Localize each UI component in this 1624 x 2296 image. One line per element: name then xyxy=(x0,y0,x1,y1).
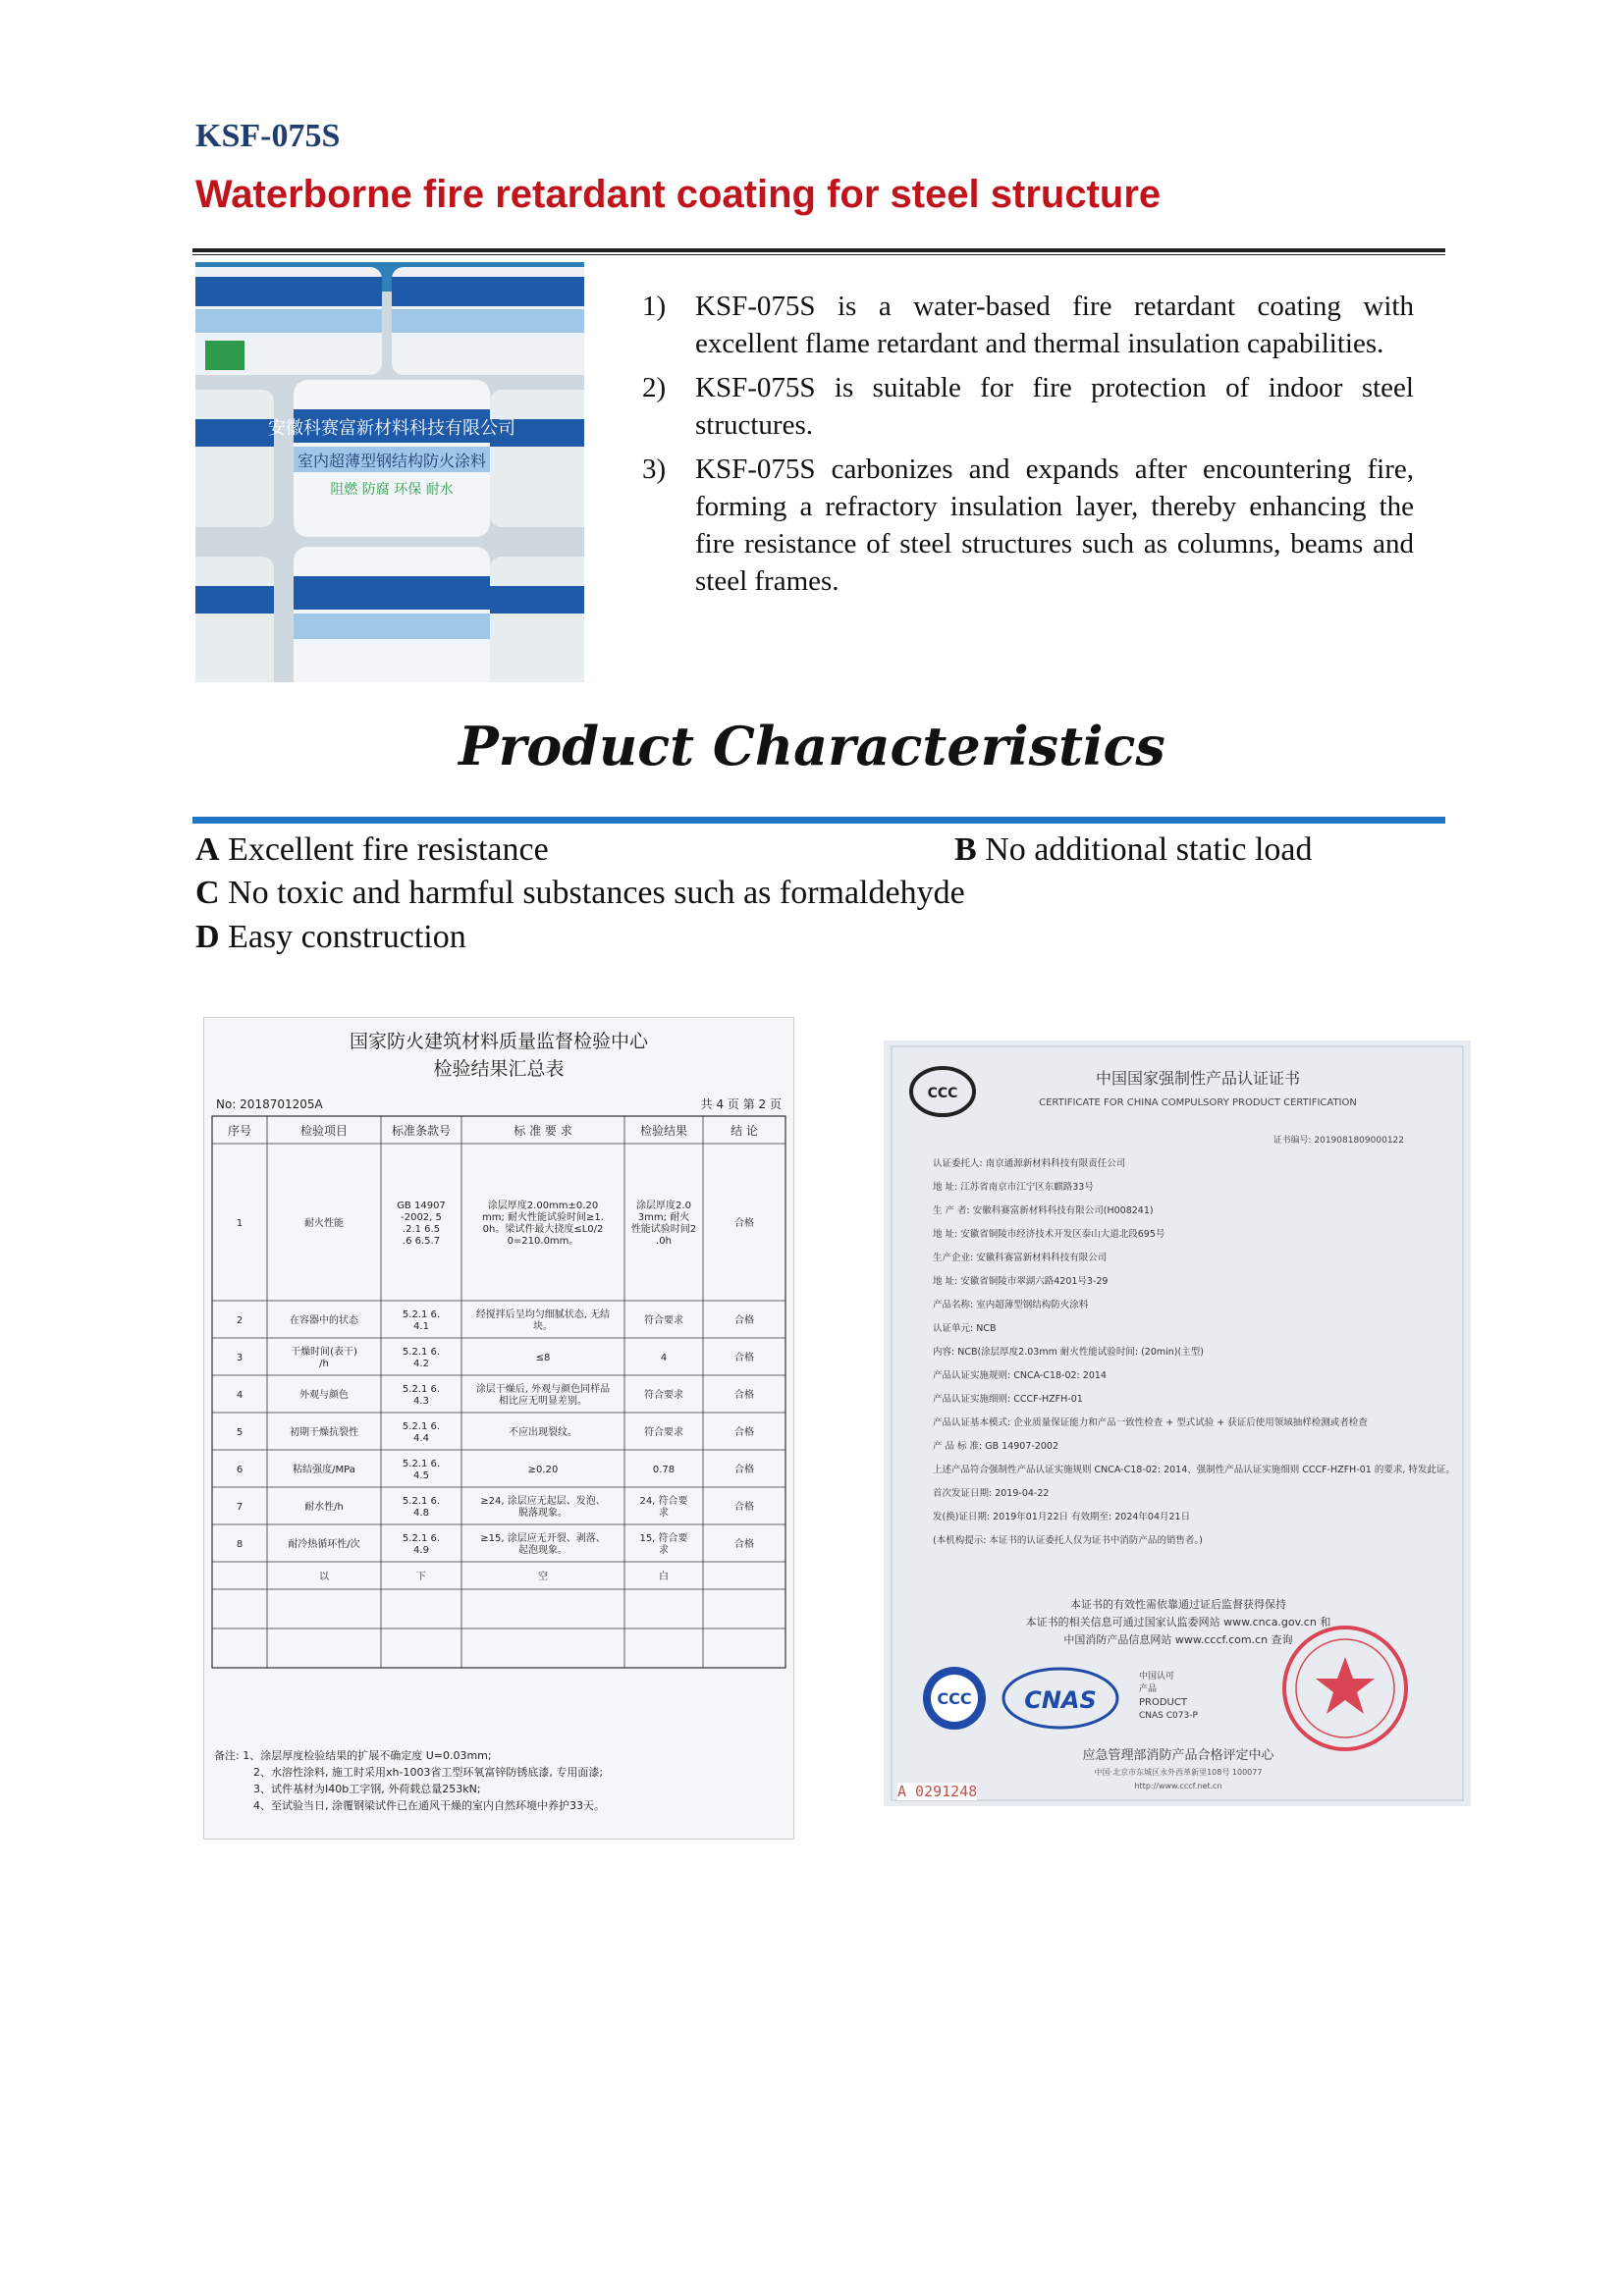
report-column-header: 结 论 xyxy=(731,1124,758,1138)
report-cell: 以 xyxy=(319,1572,329,1582)
report-cell: 3mm; 耐火 xyxy=(637,1212,690,1223)
report-cell: 2 xyxy=(236,1315,244,1326)
photo-label-product: 室内超薄型钢结构防火涂料 xyxy=(297,452,487,470)
report-cell: 7 xyxy=(236,1502,244,1513)
report-cell: 初期干燥抗裂性 xyxy=(290,1427,358,1438)
certificate-title-en: CERTIFICATE FOR CHINA COMPULSORY PRODUCT CERTIFICATION xyxy=(1039,1097,1357,1108)
report-cell: GB 14907 xyxy=(397,1201,446,1211)
report-note-3: 3、试件基材为I40b工字钢, 外荷载总量253kN; xyxy=(253,1783,481,1795)
report-cell: 5 xyxy=(236,1427,244,1438)
report-cell: 合格 xyxy=(734,1502,754,1513)
report-cell: 4.2 xyxy=(413,1359,429,1369)
report-cell: 4 xyxy=(660,1353,668,1363)
report-cell: 符合要求 xyxy=(644,1427,683,1438)
certificate-line: 认证单元: NCB xyxy=(933,1323,997,1334)
report-cell: 涂层厚度2.0 xyxy=(636,1201,691,1211)
report-cell: 符合要求 xyxy=(644,1315,683,1326)
report-note-4: 4、至试验当日, 涂覆钢梁试件已在通风干燥的室内自然环境中养护33天。 xyxy=(253,1799,605,1812)
cert-footer-1: 本证书的有效性需依靠通过证后监督获得保持 xyxy=(1070,1598,1286,1611)
intro-point-2: 2) KSF-075S is suitable for fire protection of indoor steel structures. xyxy=(642,372,1414,441)
ccc-logo-bottom xyxy=(923,1667,986,1730)
report-cell: 外观与颜色 xyxy=(299,1390,349,1401)
product-code: KSF-075S xyxy=(195,118,341,154)
report-cell: 符合要求 xyxy=(644,1390,683,1401)
report-note-2: 2、水溶性涂料, 施工时采用xh-1003省工型环氧富锌防锈底漆, 专用面漆; xyxy=(253,1766,604,1779)
report-cell: 1 xyxy=(236,1218,244,1229)
certificate-line: 地 址: 安徽省铜陵市翠湖六路4201号3-29 xyxy=(933,1276,1109,1287)
cert-footer-2: 本证书的相关信息可通过国家认监委网站 www.cnca.gov.cn 和 xyxy=(1025,1616,1331,1629)
test-report-image xyxy=(203,1017,794,1840)
report-cell: 合格 xyxy=(734,1465,754,1475)
report-title-1: 国家防火建筑材料质量监督检验中心 xyxy=(349,1031,649,1052)
intro-points xyxy=(628,288,1414,607)
certificate-issuer-address: 中国·北京市东城区永外西革新里108号 100077 xyxy=(1094,1768,1263,1777)
cnas-text-4: CNAS C073-P xyxy=(1139,1711,1198,1721)
report-cell: ≤8 xyxy=(535,1353,551,1363)
svg-text:CNAS: CNAS xyxy=(1024,1686,1097,1714)
report-column-header: 标 准 要 求 xyxy=(514,1124,572,1138)
certificate-line: 产 品 标 准: GB 14907-2002 xyxy=(933,1441,1059,1452)
report-cell: 0=210.0mm。 xyxy=(507,1236,579,1247)
report-cell: 涂层干燥后, 外观与颜色同样品 xyxy=(475,1384,611,1395)
report-cell: 0h。梁试件最大挠度≤L0/2 xyxy=(482,1224,604,1235)
report-cell: 合格 xyxy=(734,1353,754,1363)
report-cell: 4.8 xyxy=(413,1508,429,1519)
feature-d: D Easy construction xyxy=(195,919,466,955)
certificate-number: 证书编号: 2019081809000122 xyxy=(1272,1136,1404,1146)
report-cell: 合格 xyxy=(734,1315,754,1326)
report-cell: 脱落现象。 xyxy=(518,1508,568,1519)
report-cell: 白 xyxy=(659,1572,669,1582)
certificate-line: 发(换)证日期: 2019年01月22日 有效期至: 2024年04月21日 xyxy=(933,1512,1191,1522)
product-photo xyxy=(195,262,584,682)
report-cell: 8 xyxy=(236,1539,244,1550)
certificate-line: 认证委托人: 南京通源新材料科技有限责任公司 xyxy=(933,1158,1126,1169)
characteristics-rule xyxy=(192,817,1445,824)
report-cell: /h xyxy=(319,1359,329,1369)
report-cell: 0.78 xyxy=(652,1465,676,1475)
report-cell: 性能试验时间2 xyxy=(630,1224,697,1235)
report-cell: .6 6.5.7 xyxy=(402,1236,441,1247)
product-title: Waterborne fire retardant coating for steel structure xyxy=(195,173,1162,216)
header-rule xyxy=(192,248,1445,252)
report-page: 共 4 页 第 2 页 xyxy=(700,1097,782,1111)
report-cell: 经搅拌后呈均匀细腻状态, 无结 xyxy=(475,1309,611,1320)
report-cell: 合格 xyxy=(734,1427,754,1438)
report-cell: 求 xyxy=(659,1508,669,1519)
report-cell: 6 xyxy=(236,1465,244,1475)
cnas-text-1: 中国认可 xyxy=(1139,1672,1175,1682)
certificate-line: 首次发证日期: 2019-04-22 xyxy=(933,1488,1050,1499)
cnas-text-2: 产品 xyxy=(1139,1684,1158,1694)
report-cell: 4.1 xyxy=(413,1321,429,1332)
report-cell: mm; 耐火性能试验时间≥1. xyxy=(482,1212,604,1223)
report-cell: .0h xyxy=(656,1236,672,1247)
certificate-serial: A 0291248 xyxy=(897,1783,978,1800)
report-number: No: 2018701205A xyxy=(216,1097,323,1111)
report-column-header: 检验项目 xyxy=(299,1124,349,1138)
report-cell: 耐冷热循环性/次 xyxy=(288,1539,360,1550)
report-column-header: 标准条款号 xyxy=(391,1124,452,1138)
report-cell: 粘结强度/MPa xyxy=(293,1465,355,1475)
report-cell: 合格 xyxy=(734,1218,754,1229)
report-cell: 4.9 xyxy=(413,1545,429,1556)
report-cell: 5.2.1 6. xyxy=(402,1347,441,1358)
certificate-issuer: 应急管理部消防产品合格评定中心 xyxy=(1082,1748,1274,1763)
certificate-issuer-web: http://www.cccf.net.cn xyxy=(1134,1782,1222,1790)
characteristics-title: Product Characteristics xyxy=(459,715,1165,777)
report-cell: 5.2.1 6. xyxy=(402,1384,441,1395)
report-cell: ≥15, 涂层应无开裂、剥落、 xyxy=(480,1533,606,1544)
certificate-line: 内容: NCB(涂层厚度2.03mm 耐火性能试验时间: (20min)(主型) xyxy=(933,1347,1204,1358)
report-cell: 在容器中的状态 xyxy=(290,1315,358,1326)
certificate-line: (本机构提示: 本证书的认证委托人仅为证书中消防产品的销售者。) xyxy=(933,1535,1203,1546)
certificate-image xyxy=(884,1041,1471,1806)
intro-point-1: 1) KSF-075S is a water-based fire retardant coating with excellent flame retardant and thermal insulation capabilities. xyxy=(642,291,1414,359)
report-cell: 3 xyxy=(236,1353,244,1363)
feature-a: A Excellent fire resistance xyxy=(195,831,549,868)
report-cell: 4 xyxy=(236,1390,244,1401)
report-cell: 4.3 xyxy=(413,1396,429,1407)
report-column-header: 序号 xyxy=(227,1124,252,1138)
report-cell: .2.1 6.5 xyxy=(402,1224,441,1235)
cert-footer-3: 中国消防产品信息网站 www.cccf.com.cn 查询 xyxy=(1063,1633,1293,1646)
report-cell: 5.2.1 6. xyxy=(402,1421,441,1432)
report-cell: 干燥时间(表干) xyxy=(291,1347,357,1358)
certificate-line: 产品认证实施细则: CCCF-HZFH-01 xyxy=(933,1394,1083,1405)
report-cell: ≥0.20 xyxy=(527,1465,559,1475)
report-cell: 块。 xyxy=(533,1321,553,1332)
certificate-line: 上述产品符合强制性产品认证实施规则 CNCA-C18-02: 2014、强制性产品认证实施细则 CCCF-HZFH-01 的要求, 特发此证。 xyxy=(933,1465,1455,1475)
feature-c: C No toxic and harmful substances such as formaldehyde xyxy=(195,875,965,911)
report-cell: 5.2.1 6. xyxy=(402,1496,441,1507)
report-cell: 4.5 xyxy=(413,1470,429,1481)
report-title-2: 检验结果汇总表 xyxy=(433,1058,565,1080)
report-cell: 下 xyxy=(416,1572,426,1582)
report-cell: 5.2.1 6. xyxy=(402,1533,441,1544)
certificate-line: 产品认证基本模式: 企业质量保证能力和产品一致性检查 + 型式试验 + 获证后使用领域抽样检测或者检查 xyxy=(933,1417,1368,1428)
feature-b: B No additional static load xyxy=(954,831,1313,868)
report-cell: 合格 xyxy=(734,1539,754,1550)
header-rule-thin xyxy=(192,254,1445,255)
report-cell: 耐火性能 xyxy=(304,1218,344,1229)
report-cell: 4.4 xyxy=(413,1433,429,1444)
report-cell: 起泡现象。 xyxy=(518,1545,568,1556)
intro-point-3: 3) KSF-075S carbonizes and expands after encountering fire, forming a refractory insulation layer, thereby enhancing the fire resistance of steel structures such as columns, beams and steel frames. xyxy=(642,454,1414,597)
report-cell: -2002, 5 xyxy=(401,1212,442,1223)
certificate-title-cn: 中国国家强制性产品认证证书 xyxy=(1095,1069,1301,1088)
report-cell: 求 xyxy=(659,1545,669,1556)
photo-label-features: 阻燃 防腐 环保 耐水 xyxy=(330,482,454,498)
report-cell: 不应出现裂纹。 xyxy=(509,1427,577,1438)
report-cell: 24, 符合要 xyxy=(639,1496,688,1507)
report-cell: 涂层厚度2.00mm±0.20 xyxy=(487,1201,599,1211)
photo-label-company: 安徽科赛富新材料科技有限公司 xyxy=(268,418,515,439)
report-cell: 耐水性/h xyxy=(304,1502,344,1513)
certificate-line: 地 址: 江苏省南京市江宁区东麒路33号 xyxy=(933,1182,1094,1193)
certificate-line: 生产企业: 安徽科赛富新材料科技有限公司 xyxy=(933,1253,1108,1263)
svg-text:CCC: CCC xyxy=(937,1689,972,1708)
svg-text:CCC: CCC xyxy=(927,1086,958,1101)
certificate-line: 产品名称: 室内超薄型钢结构防火涂料 xyxy=(933,1300,1089,1310)
report-cell: 空 xyxy=(538,1572,548,1582)
report-note-1: 备注: 1、涂层厚度检验结果的扩展不确定度 U=0.03mm; xyxy=(214,1749,492,1762)
report-cell: 5.2.1 6. xyxy=(402,1309,441,1320)
report-column-header: 检验结果 xyxy=(639,1124,688,1138)
certificate-line: 地 址: 安徽省铜陵市经济技术开发区泰山大道北段695号 xyxy=(933,1229,1165,1240)
certificate-line: 产品认证实施规则: CNCA-C18-02: 2014 xyxy=(933,1370,1107,1381)
report-cell: ≥24, 涂层应无起层、发泡、 xyxy=(480,1496,606,1507)
report-cell: 5.2.1 6. xyxy=(402,1459,441,1469)
cnas-text-3: PRODUCT xyxy=(1139,1697,1187,1708)
report-cell: 相比应无明显差别。 xyxy=(499,1396,587,1407)
report-cell: 15, 符合要 xyxy=(639,1533,688,1544)
certificate-line: 生 产 者: 安徽科赛富新材料科技有限公司(H008241) xyxy=(933,1205,1154,1216)
report-cell: 合格 xyxy=(734,1390,754,1401)
